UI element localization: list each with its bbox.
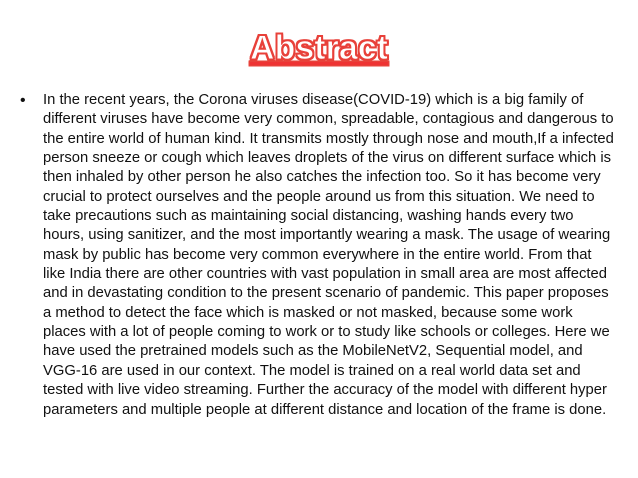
abstract-paragraph: In the recent years, the Corona viruses disease(COVID-19) which is a big family of different viruses have become very common, spreadable, contagious and dangerous to the entire world of human kind. It transmits mostly through nose and mouth,If a infected person sneeze or cough which leaves droplets of the virus on different surface which is then inhaled by other person he also catches the infection too. So it has become very crucial to protect ourselves and the people around us from this situation. We need to take precautions such as maintaining social distancing, washing hands every two hours, using sanitizer, and the most importantly wearing a mask. The usage of wearing mask by public has become very common everywhere in the entire world. From that like India there are other countries with vast population in small area are most affected and in devastating condition to the present scenario of pandemic. This paper proposes a method to detect the face which is masked or not masked, because some work places with a lot of people coming to work or to study like schools or colleges. Here we have used the pretrained models such as the MobileNetV2, Sequential model, and VGG-16 are used in our context. The model is trained on a real world data set and tested with live video streaming. Further the accuracy of the model with different hyper parameters and multiple people at different distance and location of the frame is done. <box>43 92 614 418</box>
bullet-list <box>20 91 614 420</box>
slide-title: Abstract <box>250 29 388 67</box>
bullet-marker-icon: • <box>20 92 26 109</box>
bullet-item <box>20 91 614 420</box>
